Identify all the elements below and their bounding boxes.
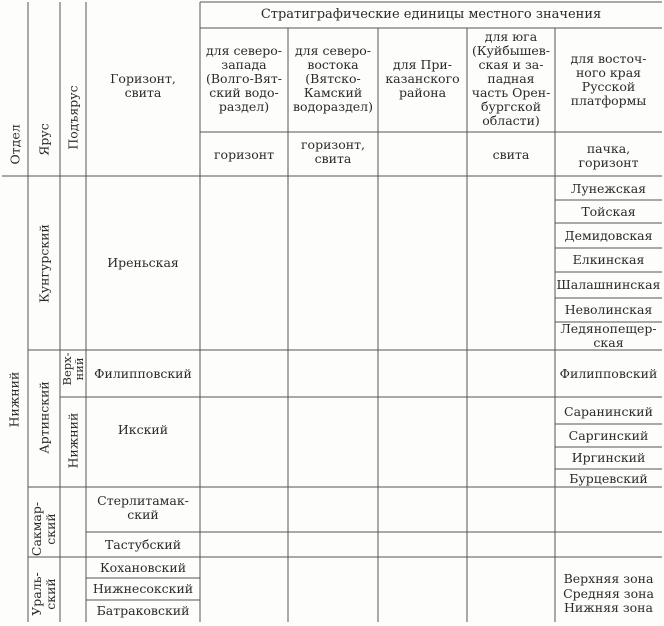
header-region-4: для юга (Куйбышев- ская и за- падная часть Орен- бургской области) xyxy=(471,29,551,128)
east-kungur-unit-4: Елкинская xyxy=(572,252,645,267)
header-region-2: для северо- востока (Вятско- Камский водораздел) xyxy=(293,43,373,114)
header-region-1: для северо- запада (Волго-Вят- ский водо- раздел) xyxy=(205,43,283,114)
podyarus-upper: Верх- ний xyxy=(60,352,86,386)
east-kungur-unit-1: Лунежская xyxy=(570,181,647,196)
east-kungur-unit-2: Тойская xyxy=(581,204,636,219)
east-kungur-unit-6: Неволинская xyxy=(564,302,653,317)
header-unit-2: горизонт, свита xyxy=(301,137,365,166)
header-region-5: для восточ- ного края Русской платформы xyxy=(570,51,647,108)
header-region-3: для При- казанского района xyxy=(385,57,460,100)
gorizont-tastub: Тастубский xyxy=(104,537,182,552)
gorizont-sterlitamak: Стерлитамак- ский xyxy=(97,493,189,522)
east-ural-zone-3: Нижняя зона xyxy=(564,600,653,615)
east-iksky-unit-2: Саргинский xyxy=(568,428,649,443)
header-yarus: Ярус xyxy=(36,123,52,156)
gorizont-batrakov: Батраковский xyxy=(96,603,190,618)
header-gorizont: Горизонт, свита xyxy=(110,71,176,100)
gorizont-khokhan: Кохановский xyxy=(99,560,187,575)
east-filippovsky: Филипповский xyxy=(559,366,658,381)
yarus-artin: Артинский xyxy=(36,381,52,454)
gorizont-irenskaya: Иреньская xyxy=(107,255,179,270)
east-kungur-unit-3: Демидовская xyxy=(564,228,653,243)
east-iksky-unit-3: Иргинский xyxy=(571,450,646,465)
yarus-ural: Ураль- ский xyxy=(29,572,58,616)
header-unit-1: горизонт xyxy=(214,147,274,162)
east-ural-zone-1: Верхняя зона xyxy=(563,571,654,586)
otdel-nizhny: Нижний xyxy=(6,371,22,428)
east-iksky-unit-4: Бурцевский xyxy=(569,471,648,486)
yarus-kungur: Кунгурский xyxy=(36,224,52,303)
header-unit-5: пачка, горизонт xyxy=(578,141,639,170)
header-podyarus: Подъярус xyxy=(65,85,81,150)
header-unit-4: свита xyxy=(492,147,530,162)
east-kungur-unit-7: Ледянопещер- ская xyxy=(560,321,657,350)
gorizont-nizhnesok: Нижнесокский xyxy=(92,581,194,596)
east-kungur-unit-5: Шалашнинская xyxy=(556,277,661,292)
east-iksky-unit-1: Саранинский xyxy=(564,404,653,419)
yarus-sakmar: Сакмар- ский xyxy=(29,501,58,557)
gorizont-filippovsky: Филипповский xyxy=(94,366,192,381)
podyarus-lower: Нижний xyxy=(65,412,81,469)
east-ural-zone-2: Средняя зона xyxy=(563,586,654,601)
header-otdel: Отдел xyxy=(7,124,23,165)
header-group-title: Стратиграфические единицы местного значения xyxy=(260,7,602,22)
gorizont-iksky: Икский xyxy=(117,422,169,437)
